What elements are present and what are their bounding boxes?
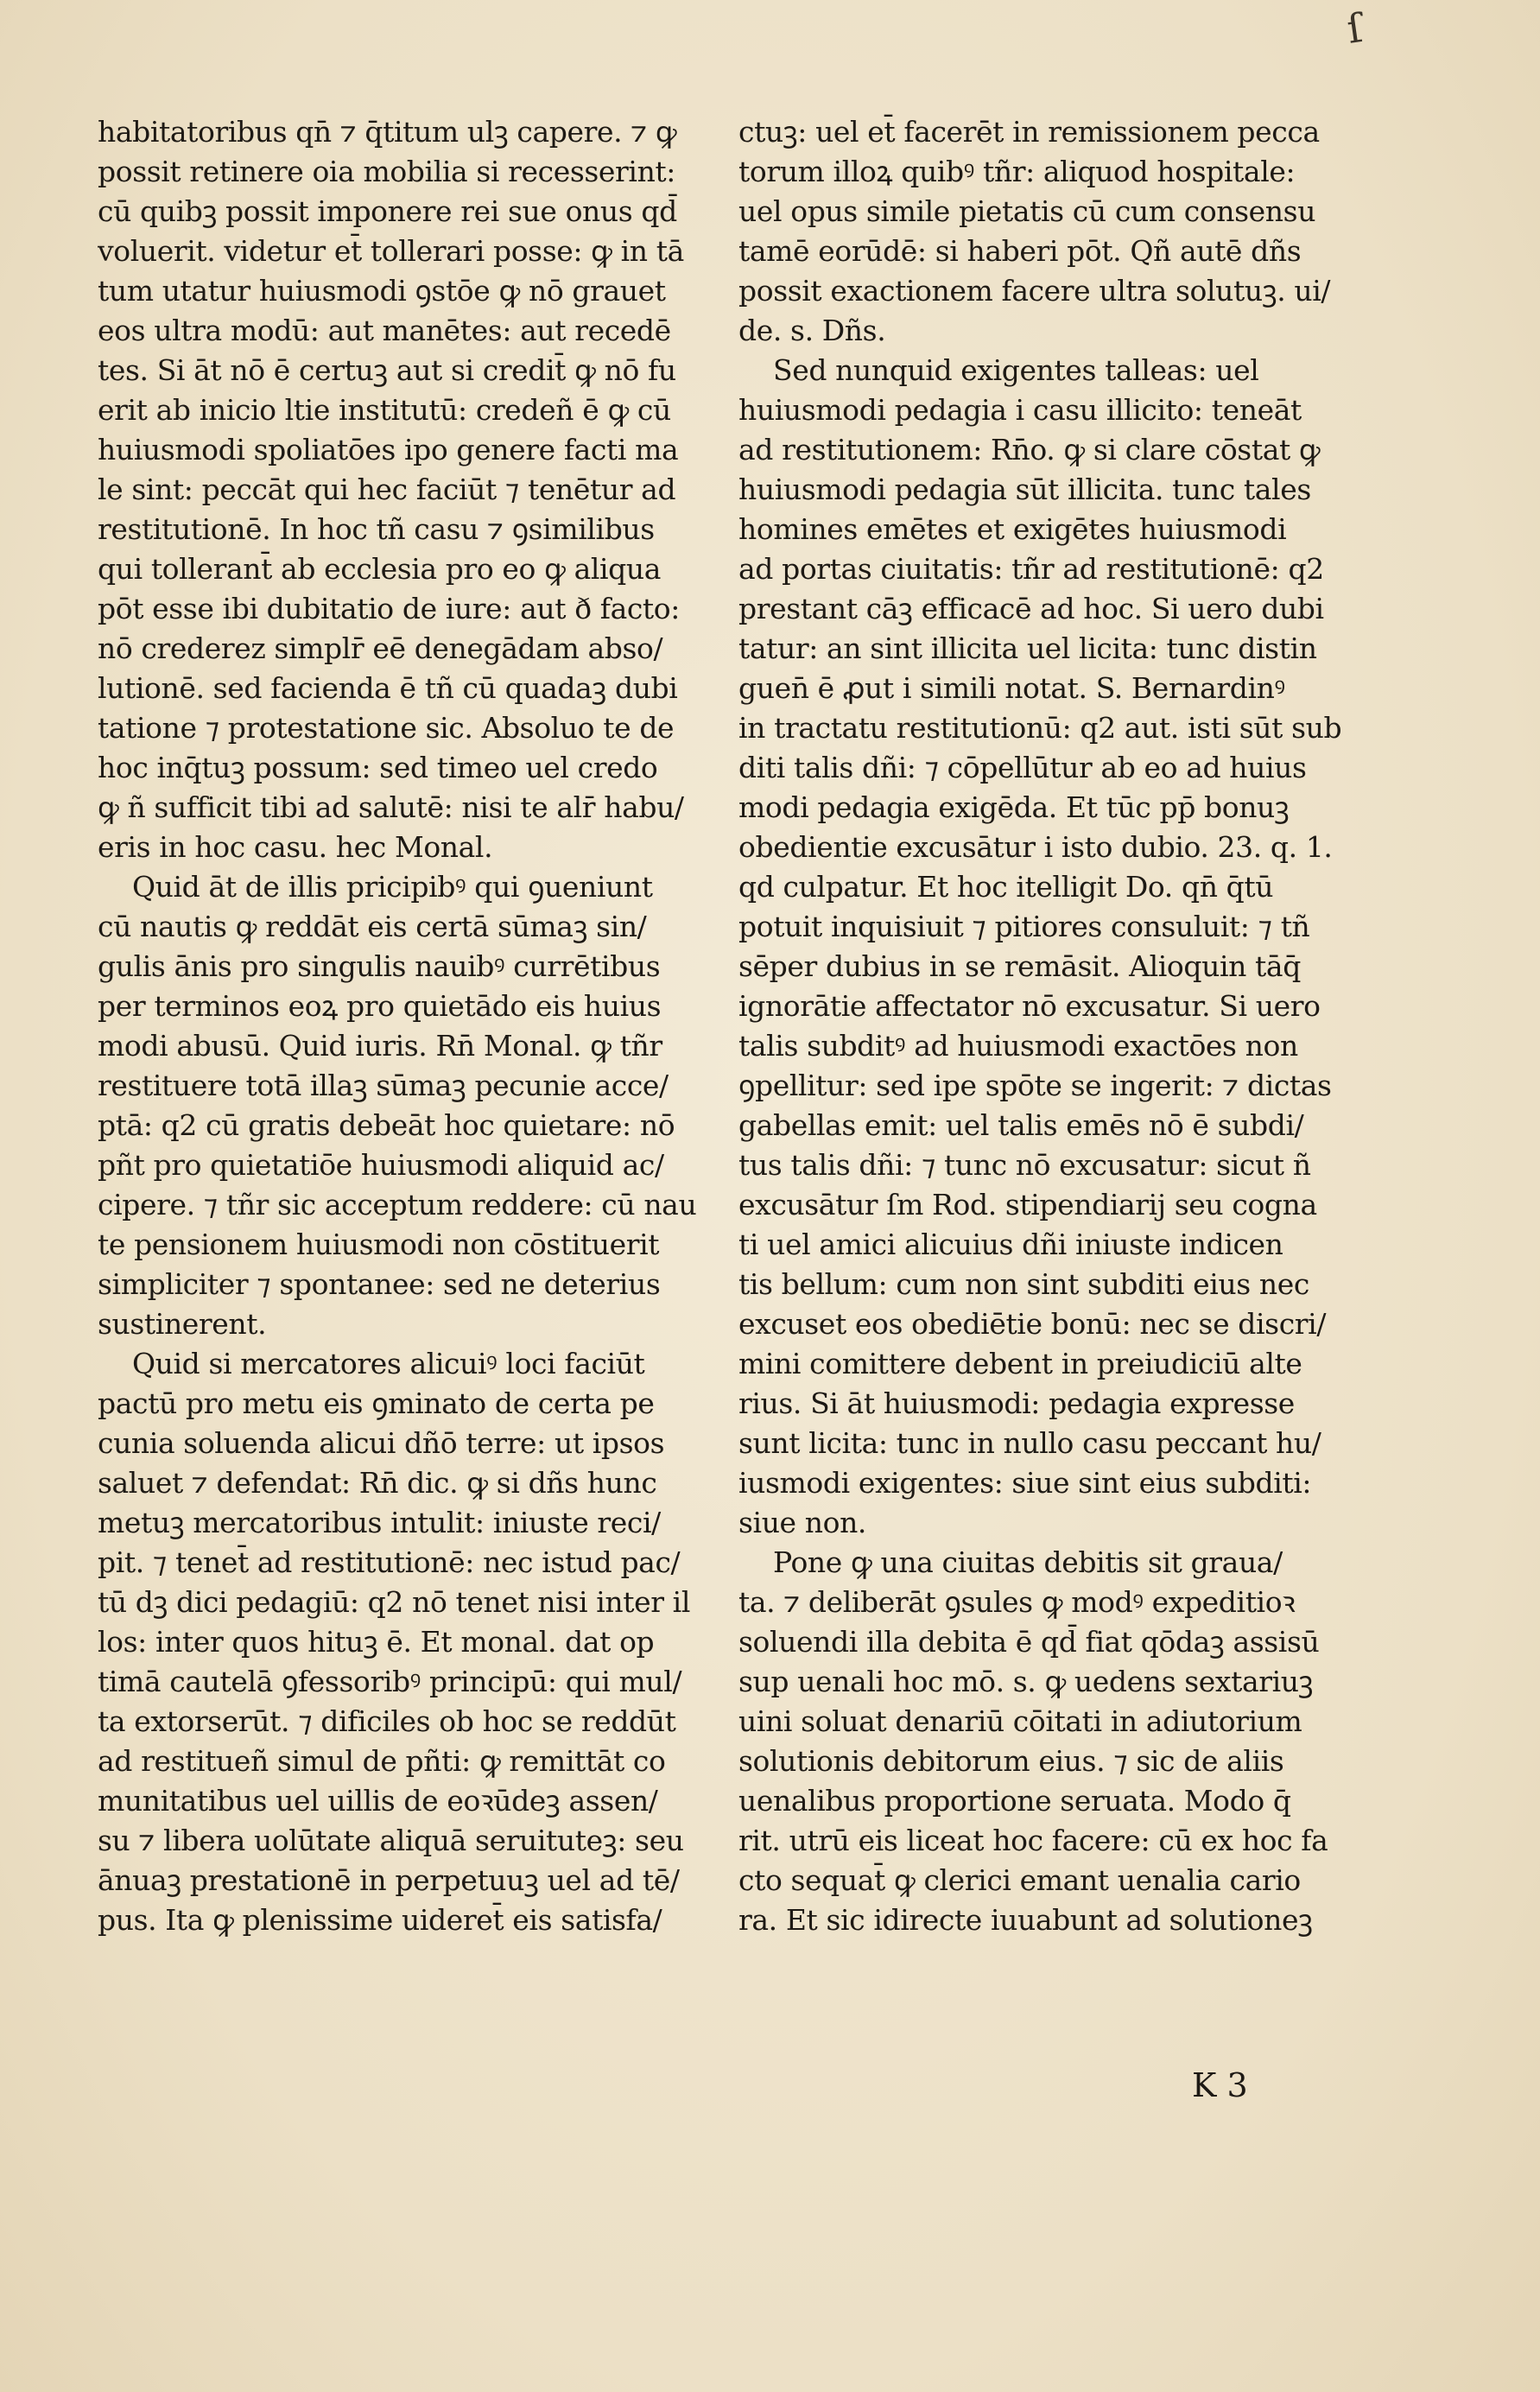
- text-line: habitatoribus qn̄ ⁊ q̄titum ulꝫ capere. ⁊ ꝙ: [98, 115, 677, 149]
- text-line: soluendi illa debita ē qd̄ fiat qōdaꝫ assisū: [738, 1625, 1320, 1659]
- text-line: ta extorserūt. ⁊ dificiles ob hoc se reddūt: [98, 1704, 676, 1738]
- text-line: ptā: q2 cū gratis debeāt hoc quietare: nō: [98, 1108, 675, 1142]
- text-line: mini comittere debent in preiudiciū alte: [738, 1347, 1302, 1380]
- text-line: per terminos eoꝝ pro quietādo eis huius: [98, 989, 662, 1023]
- text-line: tum utatur huiusmodi ꝯstōe ꝙ nō grauet: [98, 274, 666, 308]
- text-line: huiusmodi pedagia i casu illicito: teneāt: [738, 393, 1302, 427]
- text-line: tamē eorūdē: si haberi pōt. Qñ autē dñs: [738, 234, 1302, 268]
- text-line: huiusmodi spoliatōes ipo genere facti ma: [98, 433, 679, 466]
- text-line: de. s. Dñs.: [738, 314, 886, 347]
- text-line: ta. ⁊ deliberāt ꝯsules ꝙ modꝰ expeditioꝛ: [738, 1585, 1296, 1619]
- text-line: eris in hoc casu. hec Monal.: [98, 830, 493, 864]
- text-line: tatione ⁊ protestatione sic. Absoluo te de: [98, 711, 675, 745]
- text-line: restitutionē. In hoc tñ casu ⁊ ꝯsimilibus: [98, 512, 655, 546]
- text-line: ignorātie affectator nō excusatur. Si uero: [738, 989, 1321, 1023]
- text-line: pñt pro quietatiōe huiusmodi aliquid ac/: [98, 1148, 664, 1182]
- text-line: hoc inq̄tuꝫ possum: sed timeo uel credo: [98, 751, 658, 784]
- text-line: qui tollerant̄ ab ecclesia pro eo ꝙ aliqua: [98, 552, 662, 586]
- text-line: possit exactionem facere ultra solutuꝫ. ui/: [738, 274, 1331, 308]
- text-line: potuit inquisiuit ⁊ pitiores consuluit: ⁊ tñ: [738, 910, 1310, 943]
- text-line: ad restitueñ simul de pñti: ꝙ remittāt co: [98, 1744, 666, 1778]
- text-line: saluet ⁊ defendat: Rn̄ dic. ꝙ si dñs hunc: [98, 1466, 657, 1500]
- text-line: metuꝫ mercatoribus intulit: iniuste reci/: [98, 1506, 661, 1539]
- text-line: rius. Si āt huiusmodi: pedagia expresse: [738, 1386, 1295, 1420]
- text-line: voluerit. videtur et̄ tollerari posse: ꝙ in tā: [98, 234, 684, 268]
- text-line: torum illoꝝ quibꝰ tñr: aliquod hospitale:: [738, 155, 1296, 188]
- text-line: le sint: peccāt qui hec faciūt ⁊ tenētur ad: [98, 473, 676, 506]
- text-line: ad restitutionem: Rn̄o. ꝙ si clare cōstat ꝙ: [738, 433, 1321, 466]
- corner-mark: ſ: [1344, 4, 1366, 53]
- text-line: ad portas ciuitatis: tñr ad restitutionē: q2: [738, 552, 1324, 586]
- text-line: tus talis dñi: ⁊ tunc nō excusatur: sicut ñ: [738, 1148, 1311, 1182]
- text-line: tes. Si āt nō ē certuꝫ aut si credit̄ ꝙ nō fu: [98, 353, 676, 387]
- text-line: te pensionem huiusmodi non cōstituerit: [98, 1228, 660, 1261]
- text-line: siue non.: [738, 1506, 867, 1539]
- text-line: sunt licita: tunc in nullo casu peccant hu/: [738, 1426, 1321, 1460]
- text-line: pus. Ita ꝙ plenissime uideret̄ eis satisfa/: [98, 1903, 662, 1937]
- text-line: modi abusū. Quid iuris. Rn̄ Monal. ꝙ tñr: [98, 1029, 662, 1063]
- text-line: tatur: an sint illicita uel licita: tunc distin: [738, 631, 1317, 665]
- text-line: uel opus simile pietatis cū cum consensu: [738, 194, 1316, 228]
- text-line: sustinerent.: [98, 1307, 267, 1341]
- text-line: sēper dubius in se remāsit. Alioquin tāq̄: [738, 949, 1301, 983]
- text-line: diti talis dñi: ⁊ cōpellūtur ab eo ad huius: [738, 751, 1307, 784]
- text-line: ꝙ ñ sufficit tibi ad salutē: nisi te alr̄ habu/: [98, 790, 684, 824]
- text-line: qd culpatur. Et hoc itelligit Do. qn̄ q̄tū: [738, 870, 1274, 904]
- text-line: homines emētes et exigētes huiusmodi: [738, 512, 1287, 546]
- text-line: iusmodi exigentes: siue sint eius subditi:: [738, 1466, 1312, 1500]
- text-line: excuset eos obediētie bonū: nec se discri/: [738, 1307, 1327, 1341]
- text-line: ꝯpellitur: sed ipe spōte se ingerit: ⁊ dictas: [738, 1069, 1332, 1102]
- text-line: pit. ⁊ tenet̄ ad restitutionē: nec istud pac/: [98, 1545, 681, 1579]
- text-line: sup uenali hoc mō. s. ꝙ uedens sextariuꝫ: [738, 1665, 1314, 1698]
- text-line: obedientie excusātur i isto dubio. 23. q. 1.: [738, 830, 1333, 864]
- text-line: lutionē. sed facienda ē tñ cū quadaꝫ dubi: [98, 671, 678, 705]
- text-line: uenalibus proportione seruata. Modo q̄: [738, 1784, 1291, 1818]
- text-line: cunia soluenda alicui dñō terre: ut ipsos: [98, 1426, 665, 1460]
- text-line: pōt esse ibi dubitatio de iure: aut ð facto:: [98, 592, 680, 625]
- text-line: solutionis debitorum eius. ⁊ sic de aliis: [738, 1744, 1284, 1778]
- text-line: rit. utrū eis liceat hoc facere: cū ex hoc fa: [738, 1824, 1328, 1857]
- text-line: ti uel amici alicuius dñi iniuste indicen: [738, 1228, 1283, 1261]
- text-line: possit retinere oia mobilia si recesserint:: [98, 155, 676, 188]
- text-line: cū quibꝫ possit imponere rei sue onus qd̄: [98, 194, 677, 228]
- text-line: munitatibus uel uillis de eoꝛūdeꝫ assen/: [98, 1784, 658, 1818]
- text-line: los: inter quos hituꝫ ē. Et monal. dat op: [98, 1625, 655, 1659]
- text-line: gabellas emit: uel talis emēs nō ē subdi/: [738, 1108, 1304, 1142]
- text-line: timā cautelā ꝯfessoribꝰ principū: qui mul/: [98, 1665, 682, 1698]
- text-line: Pone ꝙ una ciuitas debitis sit graua/: [773, 1545, 1283, 1579]
- text-line: modi pedagia exigēda. Et tūc pp̄ bonuꝫ: [738, 790, 1290, 824]
- text-line: uini soluat denariū cōitati in adiutorium: [738, 1704, 1302, 1738]
- text-line: erit ab inicio ltie institutū: credeñ ē ꝙ cū: [98, 393, 671, 427]
- text-line: huiusmodi pedagia sūt illicita. tunc tales: [738, 473, 1311, 506]
- text-line: Quid āt de illis pricipibꝰ qui ꝯueniunt: [132, 870, 653, 904]
- text-line: su ⁊ libera uolūtate aliquā seruituteꝫ: seu: [98, 1824, 684, 1857]
- text-line: pactū pro metu eis ꝯminato de certa pe: [98, 1386, 655, 1420]
- text-line: ānuaꝫ prestationē in perpetuuꝫ uel ad tē/: [98, 1863, 680, 1897]
- text-line: cto sequat̄ ꝙ clerici emant uenalia cario: [738, 1863, 1301, 1897]
- text-line: ctuꝫ: uel et̄ facerēt in remissionem pecca: [738, 115, 1320, 149]
- text-line: talis subditꝰ ad huiusmodi exactōes non: [738, 1029, 1298, 1063]
- text-line: ra. Et sic idirecte iuuabunt ad solutioneꝫ: [738, 1903, 1313, 1937]
- text-line: eos ultra modū: aut manētes: aut recedē: [98, 314, 671, 347]
- text-line: restituere totā illaꝫ sūmaꝫ pecunie acce/: [98, 1069, 669, 1102]
- text-line: Quid si mercatores alicuiꝰ loci faciūt: [132, 1347, 645, 1380]
- text-line: prestant cāꝫ efficacē ad hoc. Si uero dubi: [738, 592, 1324, 625]
- text-line: nō crederez simplr̄ eē denegādam abso/: [98, 631, 663, 665]
- right-text-column: [738, 112, 1343, 1940]
- text-line: Sed nunquid exigentes talleas: uel: [773, 353, 1259, 387]
- left-text-column: [98, 112, 702, 1940]
- text-line: in tractatu restitutionū: q2 aut. isti sūt sub: [738, 711, 1342, 745]
- text-line: cū nautis ꝙ reddāt eis certā sūmaꝫ sin/: [98, 910, 647, 943]
- text-line: simpliciter ⁊ spontanee: sed ne deterius: [98, 1267, 661, 1301]
- text-line: guen̄ ē ꝓut i simili notat. S. Bernardinꝰ: [738, 671, 1285, 705]
- text-line: gulis ānis pro singulis nauibꝰ currētibus: [98, 949, 661, 983]
- text-line: tis bellum: cum non sint subditi eius nec: [738, 1267, 1309, 1301]
- text-line: tū dꝫ dici pedagiū: q2 nō tenet nisi inter il: [98, 1585, 690, 1619]
- signature-mark: K 3: [1192, 2066, 1248, 2104]
- text-line: excusātur ſm Rod. stipendiarij seu cogna: [738, 1188, 1317, 1221]
- text-line: cipere. ⁊ tñr sic acceptum reddere: cū nau: [98, 1188, 697, 1221]
